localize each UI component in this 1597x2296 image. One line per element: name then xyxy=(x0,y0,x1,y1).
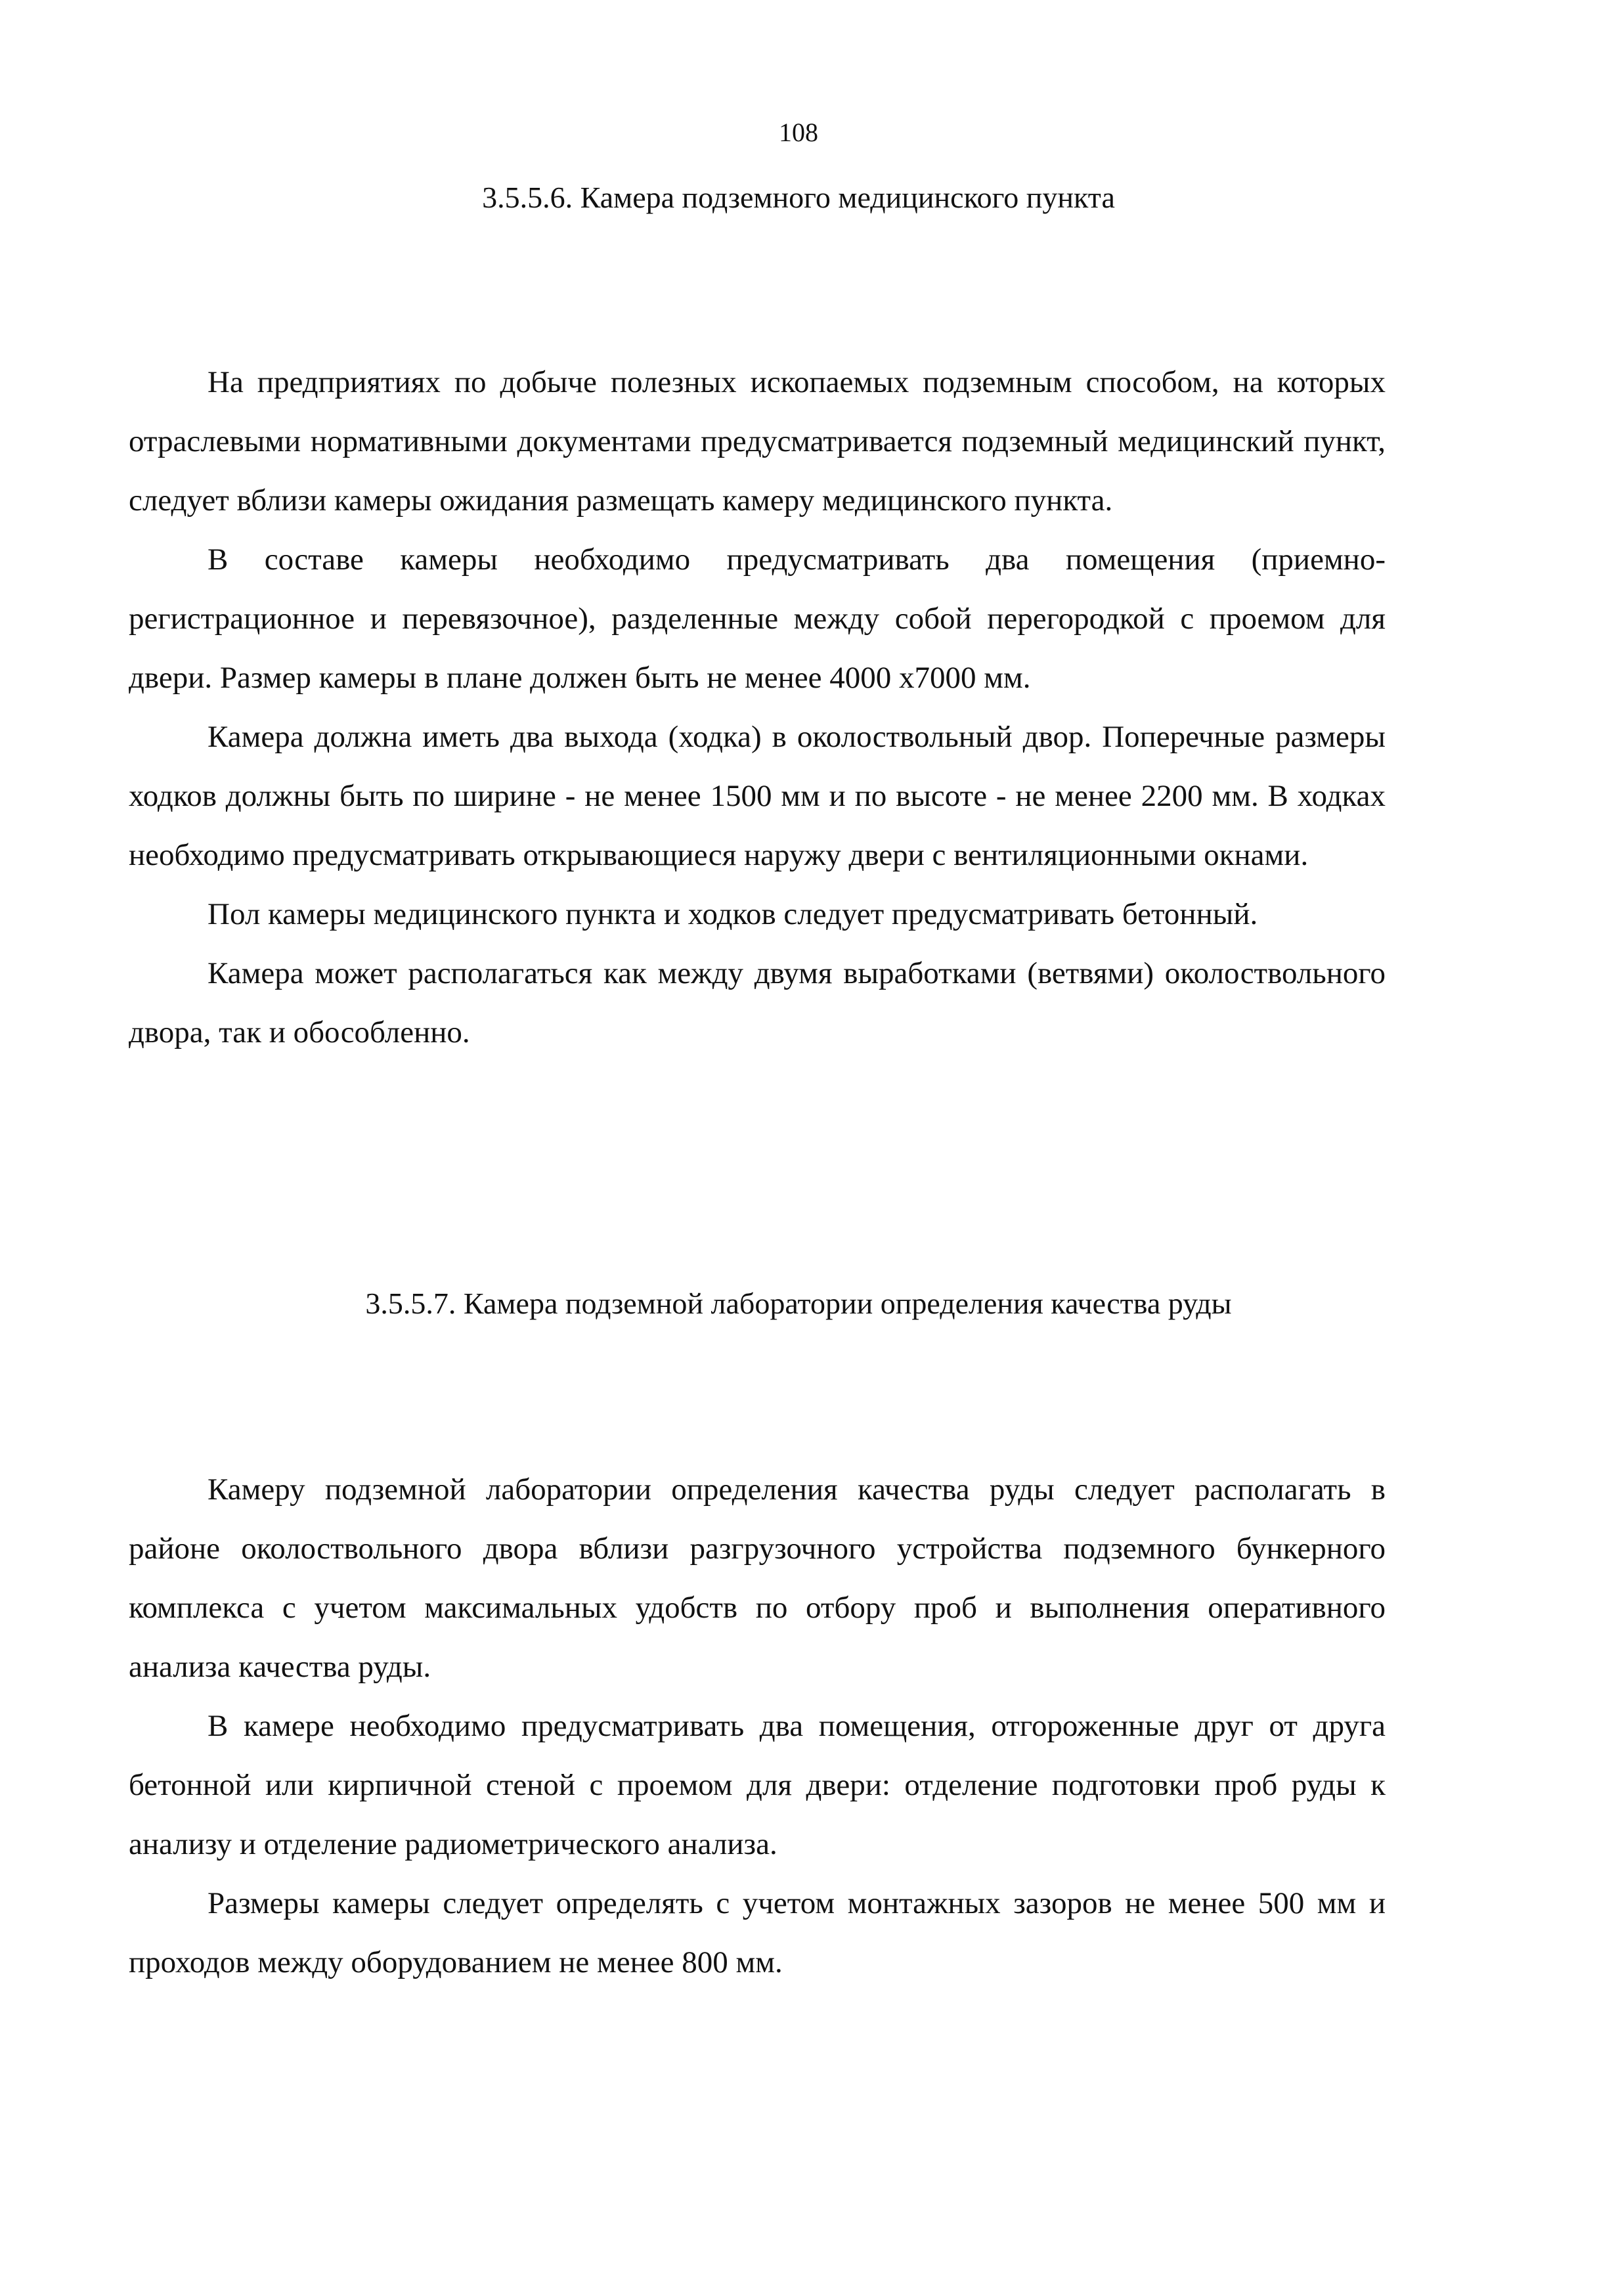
paragraph: Камера может располагаться как между двумя выработками (ветвями) околоствольного двора, так и обособленно. xyxy=(129,956,1386,1049)
paragraph: Камеру подземной лаборатории определения качества руды следует располагать в районе околоствольного двора вблизи разгрузочного устройства подземного бункерного комплекса с учетом максимальных удобств по отбору проб и выполнения оперативного анализа качества руды. xyxy=(129,1472,1386,1684)
paragraph: Размеры камеры следует определять с учетом монтажных зазоров не менее 500 мм и проходов между оборудованием не менее 800 мм. xyxy=(129,1886,1386,1979)
paragraph: Пол камеры медицинского пункта и ходков следует предусматривать бетонный. xyxy=(208,897,1258,931)
paragraph: В камере необходимо предусматривать два помещения, отгороженные друг от друга бетонной или кирпичной стеной с проемом для двери: отделение подготовки проб руды к анализу и отделение радиометрического анализа. xyxy=(129,1709,1386,1861)
paragraph: Камера должна иметь два выхода (ходка) в околоствольный двор. Поперечные размеры ходков должны быть по ширине - не менее 1500 мм и по высоте - не менее 2200 мм. В ходках необходимо предусматривать открывающиеся наружу двери с вентиляционными окнами. xyxy=(129,720,1386,872)
page-number: 108 xyxy=(779,118,818,147)
paragraph: В составе камеры необходимо предусматривать два помещения (приемно-регистрационное и перевязочное), разделенные между собой перегородкой с проемом для двери. Размер камеры в плане должен быть не менее 4000 х7000 мм. xyxy=(129,542,1386,695)
section-body xyxy=(129,353,1386,1062)
section-body xyxy=(129,1460,1386,1992)
paragraph: На предприятиях по добыче полезных ископаемых подземным способом, на которых отраслевыми нормативными документами предусматривается подземный медицинский пункт, следует вблизи камеры ожидания размещать камеру медицинского пункта. xyxy=(129,365,1386,518)
section-heading: 3.5.5.6. Камера подземного медицинского пункта xyxy=(482,181,1115,214)
section-heading: 3.5.5.7. Камера подземной лаборатории определения качества руды xyxy=(365,1287,1232,1320)
